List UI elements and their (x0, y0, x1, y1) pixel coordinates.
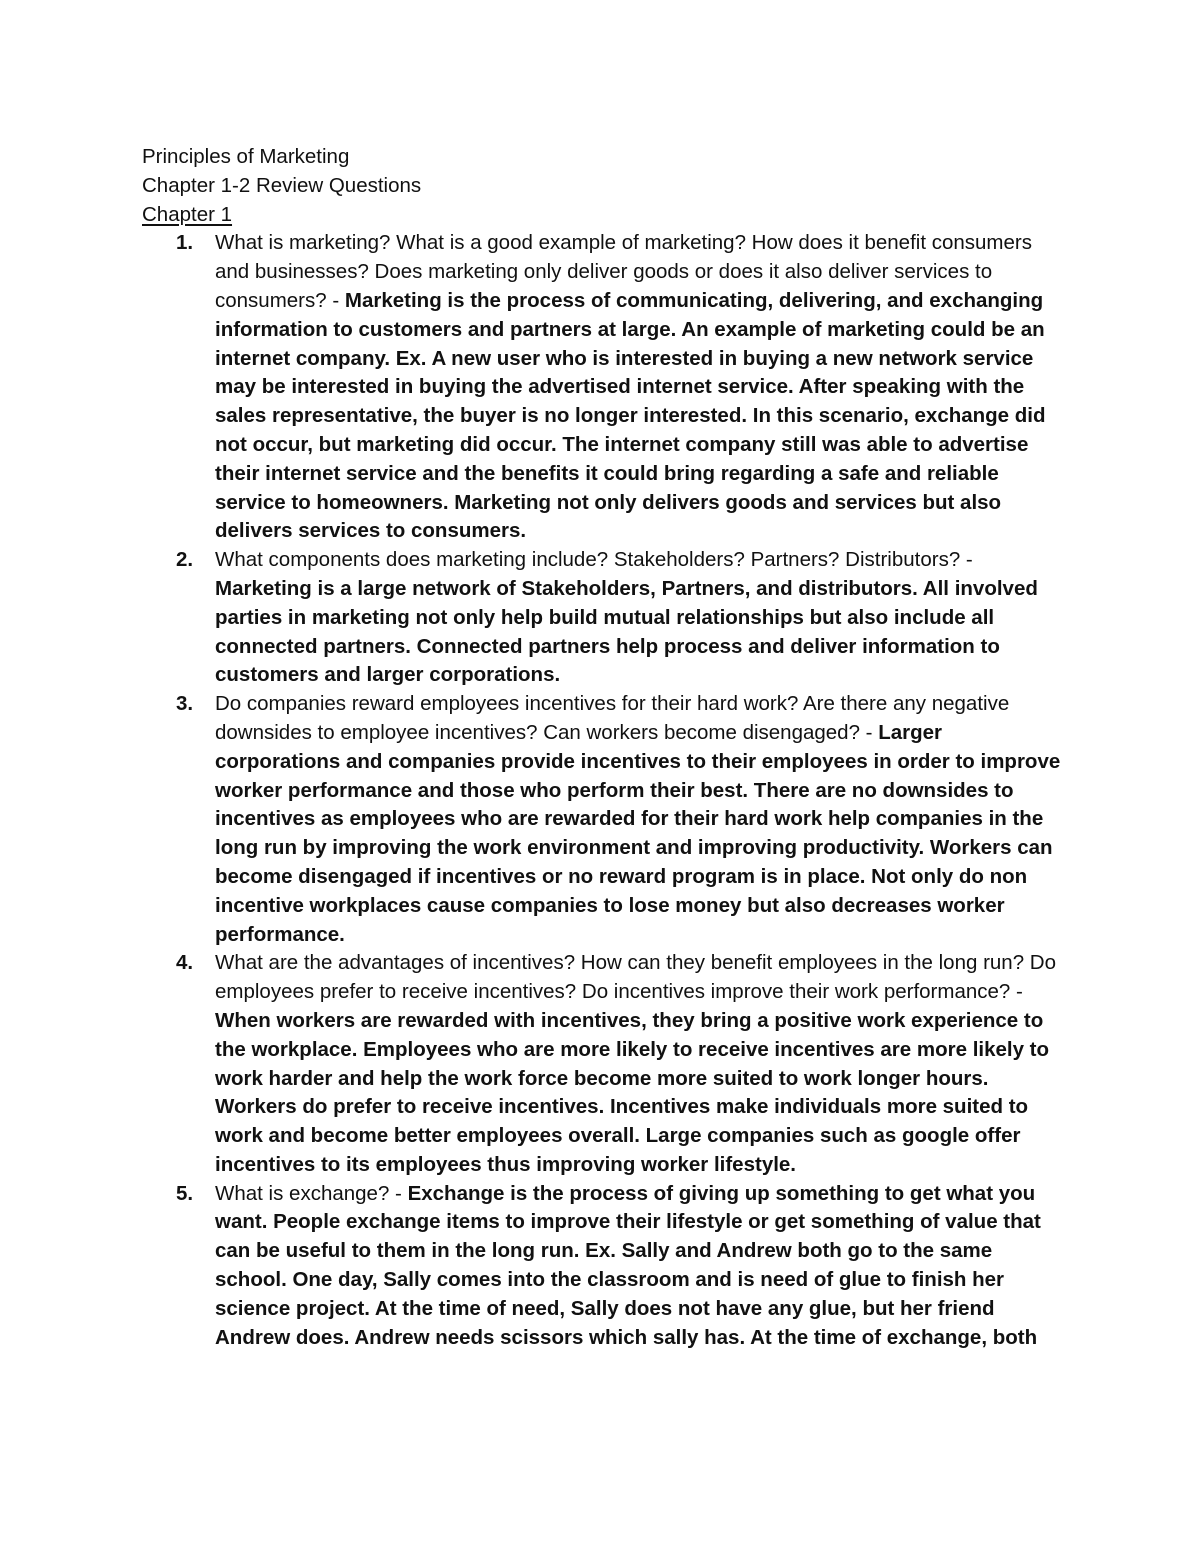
question-body (215, 690, 1067, 949)
question-item-5 (142, 1180, 1067, 1353)
question-list (142, 229, 1067, 1352)
question-body (215, 1180, 1067, 1353)
question-body (215, 949, 1067, 1179)
answer-text: Larger corporations and companies provide incentives to their employees in order to improve worker performance and those who perform their best. There are no downsides to incentives as employees who are rewarded for their hard work help companies in the long run by improving the work environment and improving productivity. Workers can become disengaged if incentives or no reward program is in place. Not only do non incentive workplaces cause companies to lose money but also decreases worker performance. (215, 720, 1061, 946)
question-item-1 (142, 229, 1067, 546)
question-text: What are the advantages of incentives? How can they benefit employees in the long run? Do employees prefer to receive incentives? Do incentives improve their work performance? - (215, 951, 1057, 1004)
document-content (142, 143, 1067, 1352)
question-number: 5. (176, 1181, 194, 1205)
question-text: What components does marketing include? Stakeholders? Partners? Distributors? - (215, 548, 973, 572)
question-item-4 (142, 949, 1067, 1179)
question-text: Do companies reward employees incentives for their hard work? Are there any negative downsides to employee incentives? Can workers become disengaged? - (215, 692, 1010, 744)
document-title: Principles of Marketing (142, 145, 350, 168)
question-body (215, 546, 1067, 690)
question-text: What is exchange? - (215, 1181, 408, 1205)
question-text: What is marketing? What is a good example of marketing? How does it benefit consumers and businesses? Does marketing only deliver goods or does it also deliver services to consumers? - (215, 231, 1032, 312)
question-number: 2. (176, 548, 194, 572)
question-item-3 (142, 690, 1067, 949)
document-subtitle: Chapter 1-2 Review Questions (142, 173, 422, 197)
question-body (215, 229, 1067, 546)
answer-text: Marketing is a large network of Stakeholders, Partners, and distributors. All involved parties in marketing not only help build mutual relationships but also include all connected partners. Connected partners help process and deliver information to customers and larger corporations. (215, 576, 1038, 687)
question-number: 4. (176, 951, 194, 975)
question-item-2 (142, 546, 1067, 690)
answer-text: Marketing is the process of communicating, delivering, and exchanging information to customers and partners at large. An example of marketing could be an internet company. Ex. A new user who is interested in buying a new network service may be interested in buying the advertised internet service. After speaking with the sales representative, the buyer is no longer interested. In this scenario, exchange did not occur, but marketing did occur. The internet company still was able to advertise their internet service and the benefits it could bring regarding a safe and reliable service to homeowners. Marketing not only delivers goods and services but also delivers services to consumers. (215, 288, 1046, 543)
answer-text: When workers are rewarded with incentives, they bring a positive work experience to the workplace. Employees who are more likely to receive incentives are more likely to work harder and help the work force become more suited to work longer hours. Workers do prefer to receive incentives. Incentives make individuals more suited to work and become better employees overall. Large companies such as google offer incentives to its employees thus improving worker lifestyle. (215, 1008, 1050, 1176)
answer-text: Exchange is the process of giving up something to get what you want. People exchange items to improve their lifestyle or get something of value that can be useful to them in the long run. Ex. Sally and Andrew both go to the same school. One day, Sally comes into the classroom and is need of glue to finish her science project. At the time of need, Sally does not have any glue, but her friend Andrew does. Andrew needs scissors which sally has. At the time of exchange, both (215, 1181, 1041, 1349)
question-number: 3. (176, 692, 194, 716)
question-number: 1. (176, 231, 194, 255)
section-heading: Chapter 1 (142, 202, 233, 226)
